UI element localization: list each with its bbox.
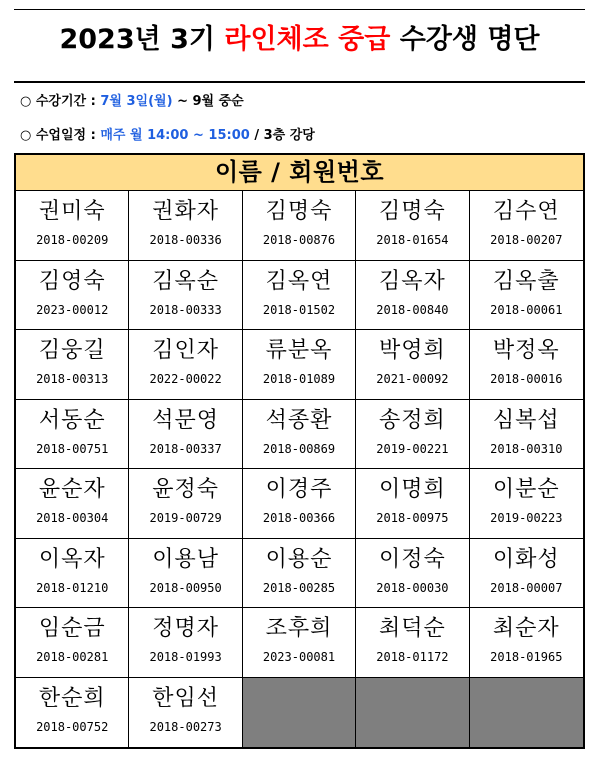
member-name: 김영숙: [38, 268, 106, 294]
member-number: 2018-00030: [376, 580, 449, 595]
member-cell: [129, 330, 242, 400]
member-number: 2018-00016: [490, 372, 563, 386]
member-number: 2019-00223: [490, 511, 563, 525]
title-prefix: 2023년 3기: [59, 24, 225, 55]
member-number: 2018-00310: [490, 441, 563, 456]
member-number: 2018-00336: [149, 233, 222, 247]
empty-cell: [470, 678, 583, 748]
member-cell: [16, 400, 129, 470]
member-cell: [16, 330, 129, 400]
member-cell: [356, 608, 469, 678]
member-number: 2018-00333: [149, 302, 222, 317]
member-number: 2018-00975: [376, 511, 449, 525]
member-name: 정명자: [152, 616, 219, 641]
schedule-value: 매주 월 14:00 ~ 15:00: [100, 128, 250, 143]
member-number: 2018-01172: [376, 650, 449, 664]
member-number: 2018-00840: [376, 302, 449, 317]
member-number: 2023-00012: [36, 302, 109, 317]
member-number: 2023-00081: [262, 650, 336, 664]
period-rest: ~ 9월 중순: [172, 94, 244, 109]
member-name: 김웅길: [38, 338, 106, 363]
member-name: 권미숙: [38, 199, 106, 224]
member-number: 2018-01965: [490, 650, 563, 664]
member-name: 조후희: [265, 616, 333, 641]
member-name: 윤순자: [38, 477, 106, 502]
member-cell: [16, 608, 129, 678]
member-name: 석종환: [265, 407, 333, 433]
member-number: 2018-00869: [262, 441, 336, 456]
member-cell: [470, 191, 583, 261]
member-name: 김명숙: [379, 199, 446, 224]
member-cell: [243, 608, 356, 678]
period-value: 7월 3일(월): [100, 94, 173, 109]
member-cell: [356, 400, 469, 470]
member-name: 김옥연: [265, 268, 333, 294]
member-name: 이화성: [492, 546, 560, 572]
empty-cell: [243, 678, 356, 748]
member-cell: [356, 261, 469, 331]
title-rule: [14, 81, 585, 83]
schedule-label: ○ 수업일정 :: [20, 128, 101, 143]
member-name: 이명희: [379, 477, 446, 502]
member-name: 김옥자: [379, 268, 446, 294]
member-cell: [129, 539, 242, 609]
member-cell: [470, 608, 583, 678]
member-cell: [16, 678, 129, 748]
member-number: 2018-00313: [36, 372, 109, 386]
course-period-line: [20, 92, 244, 112]
member-name: 이용순: [265, 546, 333, 572]
member-cell: [470, 539, 583, 609]
member-name: 최덕순: [379, 616, 446, 641]
top-rule: [14, 9, 585, 10]
member-name: 이분순: [492, 477, 560, 502]
roster-table: [14, 153, 585, 749]
member-name: 박영희: [379, 338, 446, 363]
member-name: 윤정숙: [152, 477, 219, 502]
member-name: 김인자: [152, 338, 219, 363]
member-number: 2018-00337: [149, 441, 222, 456]
member-cell: [243, 261, 356, 331]
member-name: 임순금: [38, 616, 106, 641]
period-label: ○ 수강기간 :: [20, 94, 101, 109]
member-number: 2021-00092: [376, 372, 449, 386]
member-number: 2019-00729: [149, 511, 222, 525]
member-name: 송정희: [379, 407, 446, 433]
title-highlight: 라인체조 중급: [224, 24, 391, 55]
member-cell: [470, 469, 583, 539]
member-cell: [16, 539, 129, 609]
member-number: 2018-01210: [36, 580, 109, 595]
member-number: 2022-00022: [149, 372, 222, 386]
member-cell: [129, 678, 242, 748]
member-cell: [356, 191, 469, 261]
member-cell: [243, 191, 356, 261]
roster-header: 이름 / 회원번호: [16, 155, 583, 191]
member-cell: [243, 539, 356, 609]
member-number: 2018-00366: [262, 511, 336, 525]
member-name: 김옥출: [492, 268, 560, 294]
member-cell: [129, 608, 242, 678]
member-name: 한임선: [152, 685, 219, 711]
member-number: 2018-01502: [262, 302, 336, 317]
member-number: 2018-00285: [262, 580, 336, 595]
member-name: 김수연: [492, 199, 560, 224]
empty-cell: [356, 678, 469, 748]
member-cell: [470, 330, 583, 400]
member-name: 서동순: [38, 407, 106, 433]
title-suffix: 수강생 명단: [390, 24, 540, 55]
member-name: 김옥순: [152, 268, 219, 294]
member-name: 이옥자: [38, 546, 106, 572]
member-cell: [129, 261, 242, 331]
member-cell: [129, 191, 242, 261]
member-number: 2018-00209: [36, 233, 109, 247]
member-number: 2018-00281: [36, 650, 109, 664]
member-number: 2018-00061: [490, 302, 563, 317]
schedule-rest: / 3층 강당: [249, 128, 315, 143]
member-name: 최순자: [492, 616, 560, 641]
member-cell: [16, 191, 129, 261]
member-number: 2018-00950: [149, 580, 222, 595]
member-number: 2018-00207: [490, 233, 563, 247]
member-name: 심복섭: [492, 407, 560, 433]
class-schedule-line: [20, 126, 315, 146]
member-name: 이정숙: [379, 546, 446, 572]
member-number: 2018-00876: [262, 233, 336, 247]
page-title: [14, 12, 585, 68]
member-cell: [243, 400, 356, 470]
member-cell: [16, 469, 129, 539]
member-cell: [243, 469, 356, 539]
member-number: 2019-00221: [376, 441, 449, 456]
roster-grid: [16, 191, 583, 747]
member-cell: [243, 330, 356, 400]
member-cell: [356, 539, 469, 609]
member-number: 2018-01654: [376, 233, 449, 247]
member-cell: [356, 330, 469, 400]
member-number: 2018-01993: [149, 650, 222, 664]
member-number: 2018-00752: [36, 719, 109, 734]
member-name: 이경주: [265, 477, 333, 502]
member-name: 한순희: [38, 685, 106, 711]
member-name: 김명숙: [265, 199, 333, 224]
member-cell: [470, 400, 583, 470]
member-name: 권화자: [152, 199, 219, 224]
member-number: 2018-00304: [36, 511, 109, 525]
member-number: 2018-01089: [262, 372, 336, 386]
member-number: 2018-00273: [149, 719, 222, 734]
member-name: 석문영: [152, 407, 219, 433]
member-cell: [470, 261, 583, 331]
member-cell: [356, 469, 469, 539]
member-number: 2018-00007: [490, 580, 563, 595]
member-name: 이용남: [152, 546, 219, 572]
member-cell: [129, 400, 242, 470]
member-cell: [16, 261, 129, 331]
member-cell: [129, 469, 242, 539]
member-name: 류분옥: [265, 338, 333, 363]
member-name: 박정옥: [492, 338, 560, 363]
member-number: 2018-00751: [36, 441, 109, 456]
